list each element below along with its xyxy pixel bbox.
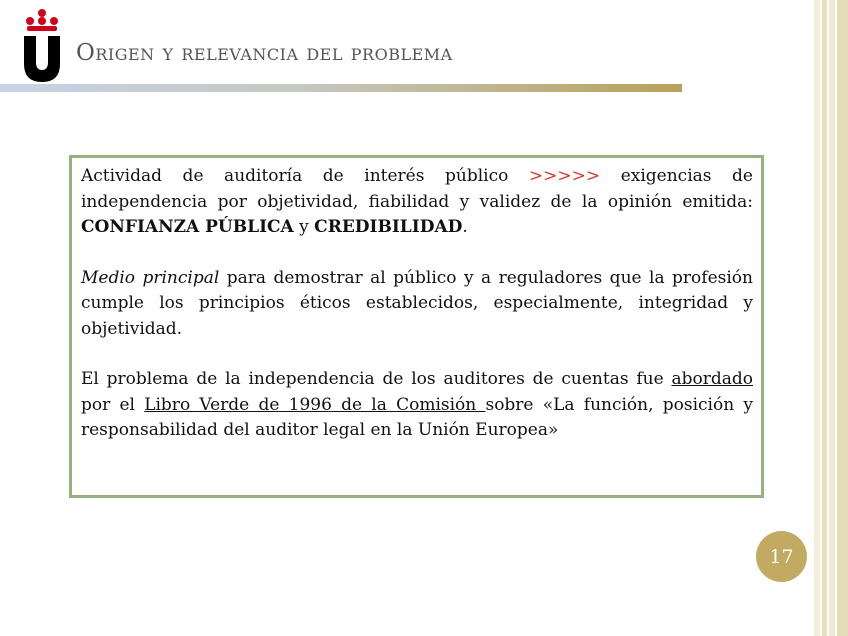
- paragraph-confianza: [81, 164, 753, 241]
- strong-text: CONFIANZA PÚBLICA: [81, 217, 294, 237]
- arrows-text: >>>>>: [528, 166, 601, 186]
- university-logo-icon: [22, 8, 62, 82]
- stripe: [829, 0, 835, 636]
- underlined-text: Libro Verde de 1996 de la Comisión: [144, 394, 486, 415]
- text: por el: [81, 394, 145, 415]
- title-underline-bar: [0, 84, 682, 92]
- paragraph-libro-verde: [81, 367, 753, 444]
- text: para demostrar al público y a reguladores que la profesión cumple los principios éticos establecidos, especialmente, integridad y objetividad.: [81, 267, 753, 339]
- page-number-badge: 17: [756, 531, 807, 582]
- underlined-text: abordado: [671, 369, 753, 389]
- strong-text: CREDIBILIDAD: [314, 217, 463, 237]
- stripe: [822, 0, 827, 636]
- stripe: [837, 0, 848, 636]
- decorative-stripes: [814, 0, 848, 636]
- stripe: [814, 0, 820, 636]
- text: sobre «La función, posición y responsabilidad del auditor legal en la Unión Europea»: [81, 394, 753, 440]
- text: y: [293, 217, 315, 237]
- text: El problema de la independencia de los auditores de cuentas fue: [81, 369, 672, 389]
- slide-title: Origen y relevancia del problema: [76, 40, 453, 66]
- content-box: [69, 155, 764, 498]
- text: exigencias de independencia por objetividad, fiabilidad y validez de la opinión emitida:: [81, 166, 753, 212]
- text: Actividad de auditoría de interés público: [81, 166, 529, 186]
- text: .: [462, 217, 468, 237]
- paragraph-medio-principal: [81, 266, 753, 343]
- emphasis-text: Medio principal: [81, 267, 220, 288]
